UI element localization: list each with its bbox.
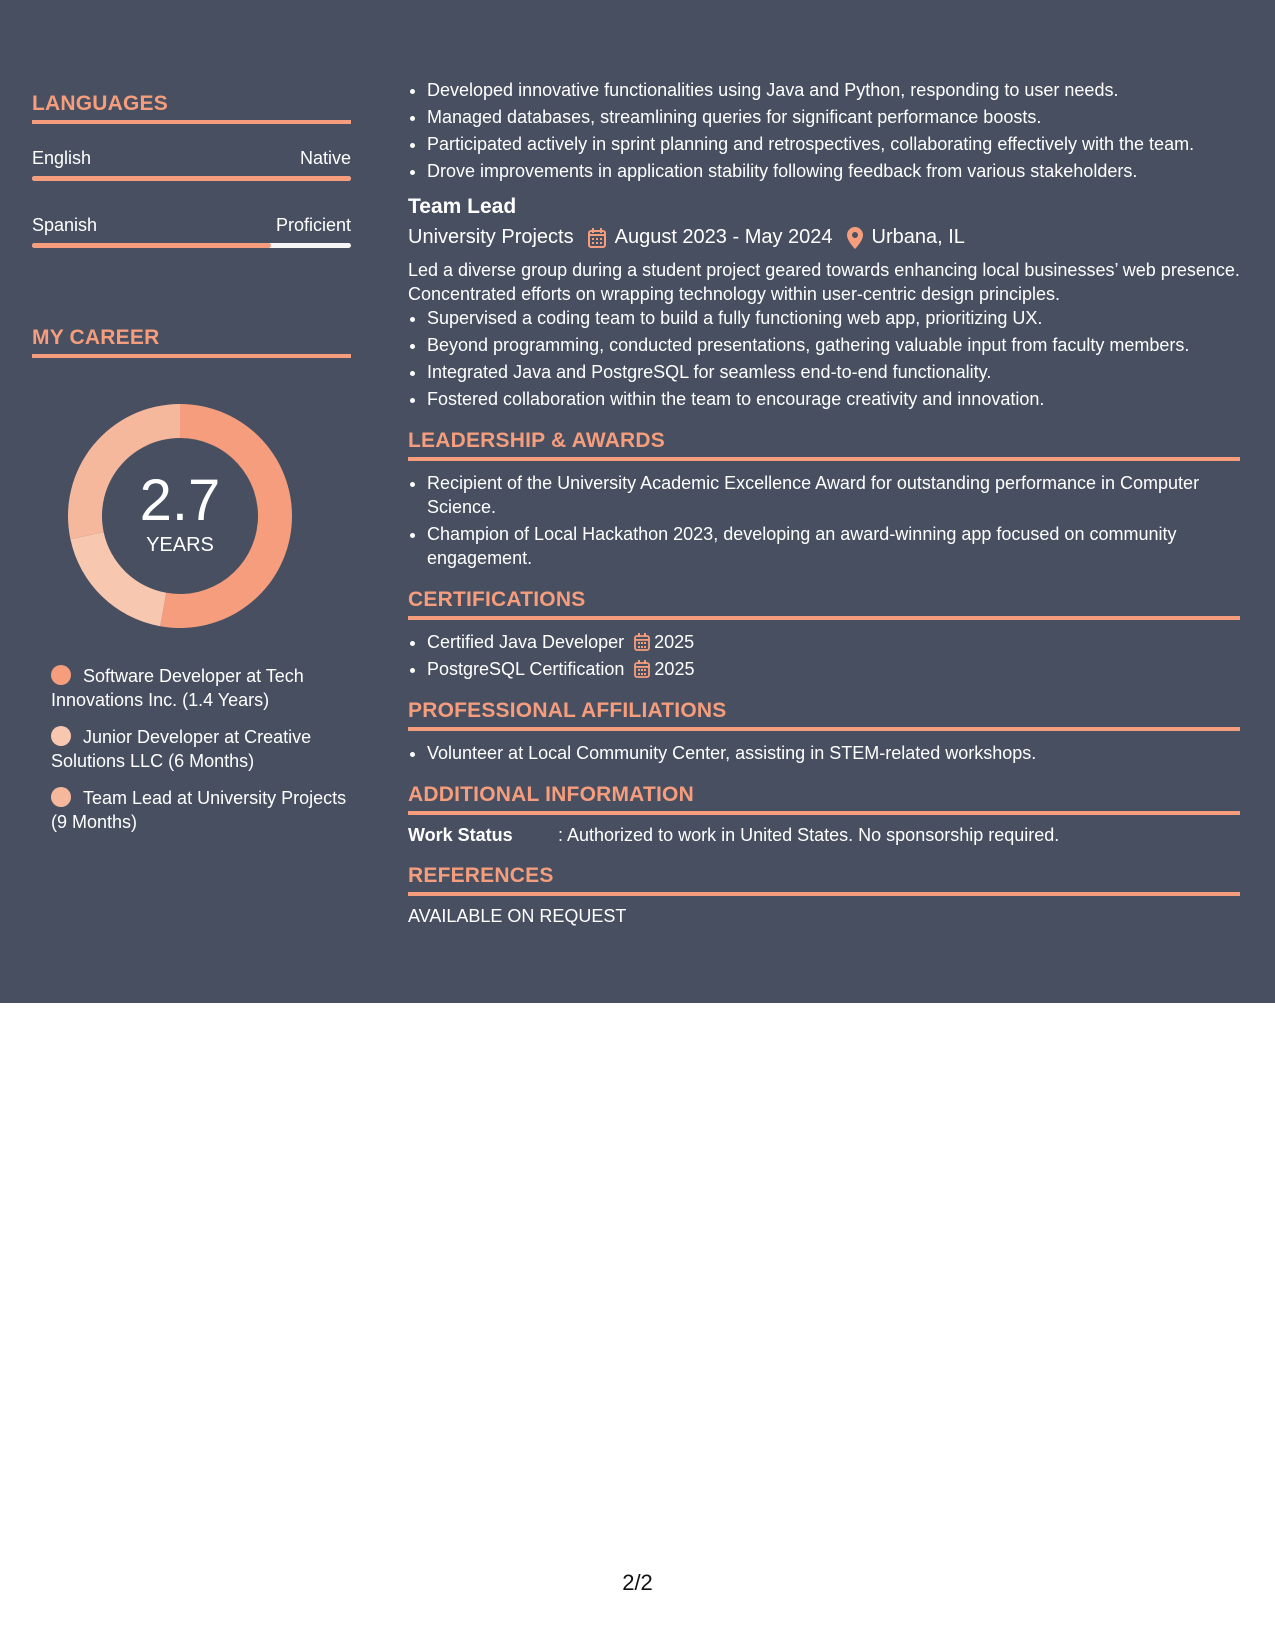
job-company: University Projects xyxy=(408,226,574,248)
legend-item xyxy=(51,786,351,834)
job-title: Team Lead xyxy=(408,195,517,218)
language-level: Native xyxy=(299,148,351,168)
job-dates: August 2023 - May 2024 xyxy=(614,226,833,248)
affiliations-list xyxy=(408,741,1240,765)
job-meta xyxy=(408,226,1240,249)
awards-list xyxy=(408,471,1240,570)
list-item: • Participated actively in sprint planning and retrospectives, collaborating effectively with the team. xyxy=(427,132,1240,156)
language-name: English xyxy=(32,148,92,168)
list-item: • Fostered collaboration within the team to encourage creativity and innovation. xyxy=(427,387,1240,411)
job-description: Led a diverse group during a student project geared towards enhancing local businesses’ web presence. Concentrated efforts on wrapping technology within user-centric design principles. xyxy=(408,260,1240,304)
language-name: Spanish xyxy=(32,215,98,235)
references-title: REFERENCES xyxy=(408,864,1240,896)
language-level-fill xyxy=(32,176,351,181)
cert-year: 2025 xyxy=(654,632,695,652)
list-item xyxy=(427,630,1240,654)
experience-bullets xyxy=(408,78,1240,183)
language-level-bar xyxy=(32,243,351,248)
left-column xyxy=(32,92,351,847)
career-total-unit: YEARS xyxy=(146,534,214,556)
certifications-list xyxy=(408,630,1240,681)
language-level-bar xyxy=(32,176,351,181)
affiliations-title: PROFESSIONAL AFFILIATIONS xyxy=(408,699,1240,731)
career-total-years: 2.7 xyxy=(139,468,221,533)
list-item: • Integrated Java and PostgreSQL for seamless end-to-end functionality. xyxy=(427,360,1240,384)
list-item: • Beyond programming, conducted presentations, gathering valuable input from faculty members. xyxy=(427,333,1240,357)
calendar-icon xyxy=(588,228,606,248)
list-item: • Volunteer at Local Community Center, assisting in STEM-related workshops. xyxy=(427,741,1240,765)
legend-label: Junior Developer at Creative Solutions LLC (6 Months) xyxy=(51,727,312,771)
career-donut-chart xyxy=(66,402,294,630)
work-status-row xyxy=(408,825,1240,846)
calendar-icon xyxy=(634,660,650,678)
certifications-title: CERTIFICATIONS xyxy=(408,588,1240,620)
list-item: • Drove improvements in application stability following feedback from various stakeholders. xyxy=(427,159,1240,183)
list-item: • Champion of Local Hackathon 2023, developing an award-winning app focused on community engagement. xyxy=(427,522,1240,570)
legend-dot xyxy=(51,665,71,685)
right-column xyxy=(408,78,1240,927)
list-item: • Recipient of the University Academic Excellence Award for outstanding performance in Computer Science. xyxy=(427,471,1240,519)
cert-name: Certified Java Developer xyxy=(427,632,625,652)
references-section xyxy=(408,864,1240,927)
cert-year: 2025 xyxy=(654,659,695,679)
career-title: MY CAREER xyxy=(32,326,351,358)
cert-name: PostgreSQL Certification xyxy=(427,659,625,679)
legend-dot xyxy=(51,787,71,807)
affiliations-section xyxy=(408,699,1240,765)
legend-label: Team Lead at University Projects (9 Months) xyxy=(51,788,347,832)
language-level-fill xyxy=(32,243,271,248)
list-item: • Supervised a coding team to build a fully functioning web app, prioritizing UX. xyxy=(427,306,1240,330)
location-pin-icon xyxy=(847,227,863,249)
job-location: Urbana, IL xyxy=(871,226,965,248)
list-item: • Developed innovative functionalities using Java and Python, responding to user needs. xyxy=(427,78,1240,102)
language-spanish xyxy=(32,215,351,248)
language-english xyxy=(32,148,351,181)
work-status-value: : Authorized to work in United States. No sponsorship required. xyxy=(558,825,1060,845)
list-item xyxy=(427,657,1240,681)
language-level: Proficient xyxy=(275,215,351,235)
career-legend xyxy=(51,664,351,834)
languages-title: LANGUAGES xyxy=(32,92,351,124)
work-status-key: Work Status xyxy=(408,825,513,845)
legend-label: Software Developer at Tech Innovations Inc. (1.4 Years) xyxy=(51,666,304,710)
page-number: 2/2 xyxy=(622,1570,653,1595)
legend-dot xyxy=(51,726,71,746)
certifications-section xyxy=(408,588,1240,681)
additional-section xyxy=(408,783,1240,846)
additional-title: ADDITIONAL INFORMATION xyxy=(408,783,1240,815)
awards-title: LEADERSHIP & AWARDS xyxy=(408,429,1240,461)
list-item: • Managed databases, streamlining queries for significant performance boosts. xyxy=(427,105,1240,129)
calendar-icon xyxy=(634,633,650,651)
career-donut-center xyxy=(66,402,294,630)
legend-item xyxy=(51,664,351,712)
references-text: AVAILABLE ON REQUEST xyxy=(408,906,627,926)
awards-section xyxy=(408,429,1240,570)
legend-item xyxy=(51,725,351,773)
job-bullets xyxy=(408,306,1240,411)
